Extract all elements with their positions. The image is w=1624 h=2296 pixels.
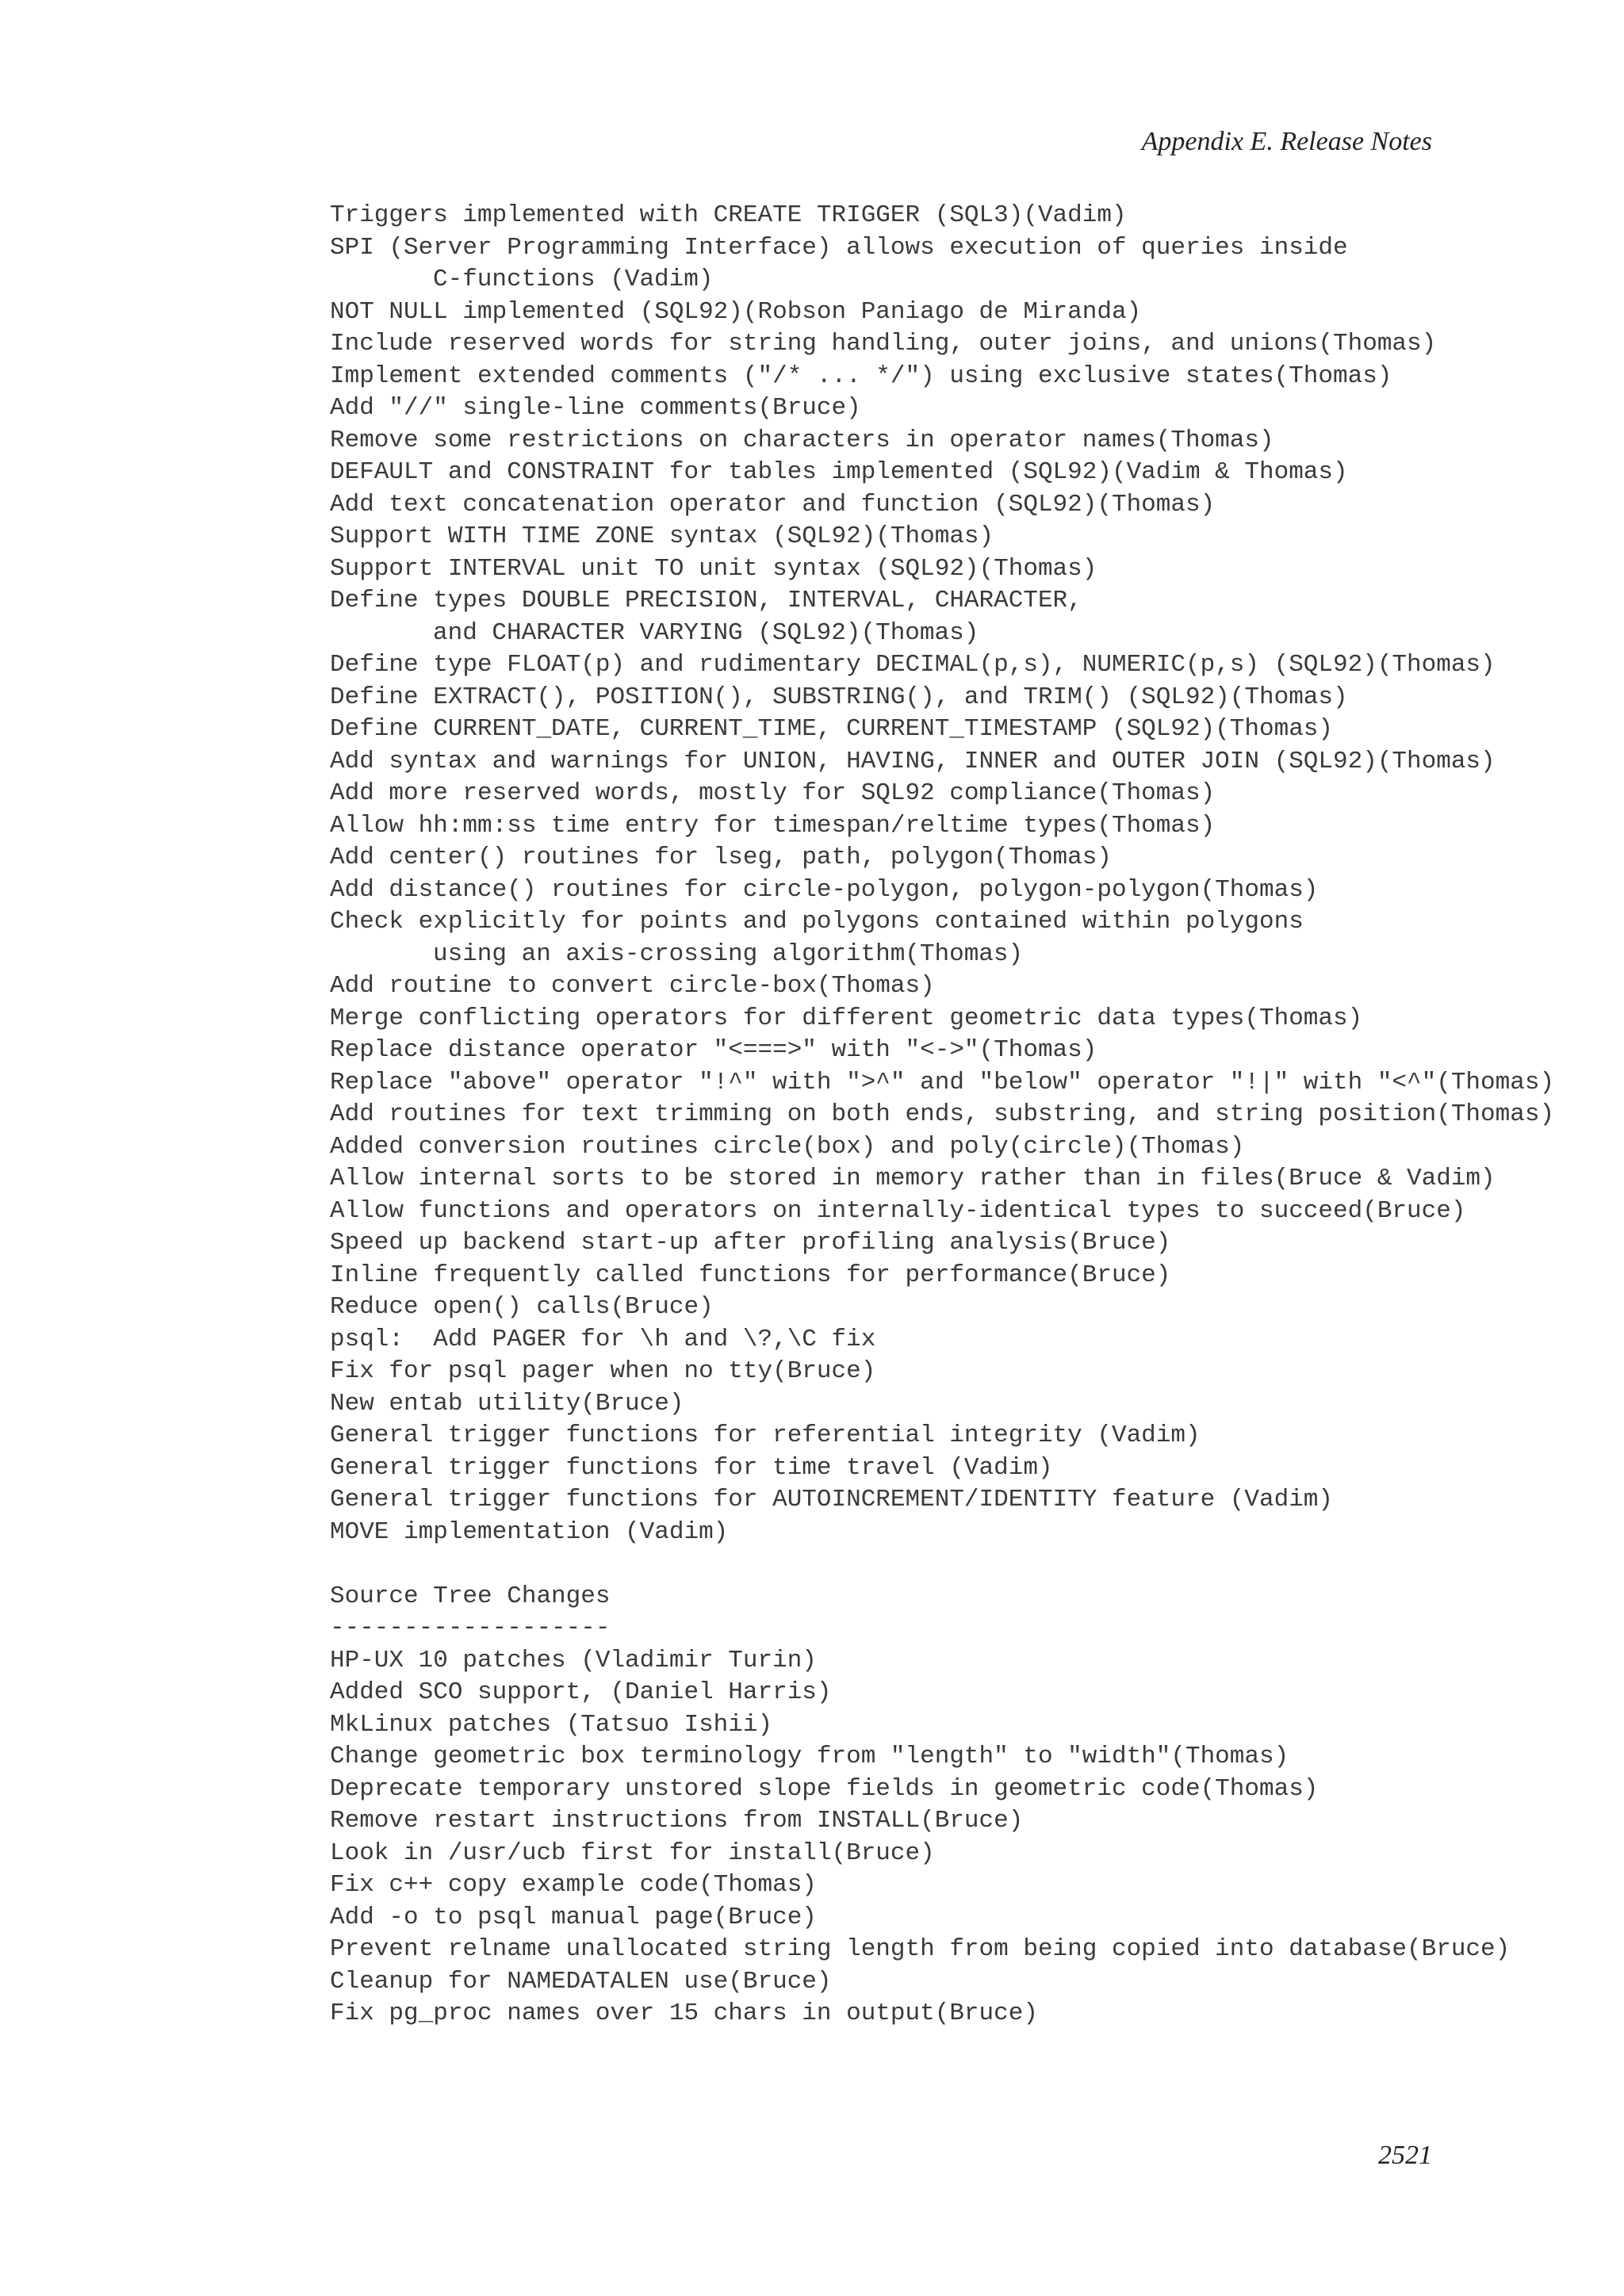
change-item: Support WITH TIME ZONE syntax (SQL92)(Thomas) — [330, 522, 994, 550]
change-item: NOT NULL implemented (SQL92)(Robson Paniago de Miranda) — [330, 297, 1142, 326]
source-tree-item: HP-UX 10 patches (Vladimir Turin) — [330, 1646, 817, 1674]
source-tree-item: Fix pg_proc names over 15 chars in output(Bruce) — [330, 1999, 1038, 2027]
change-item: Allow hh:mm:ss time entry for timespan/reltime types(Thomas) — [330, 811, 1216, 840]
change-item: Added conversion routines circle(box) and poly(circle)(Thomas) — [330, 1132, 1245, 1161]
change-item: Replace "above" operator "!^" with ">^" and "below" operator "!|" with "<^"(Thomas) — [330, 1068, 1555, 1096]
change-item: Triggers implemented with CREATE TRIGGER (SQL3)(Vadim) — [330, 201, 1127, 229]
change-item: Replace distance operator "<===>" with "<->"(Thomas) — [330, 1036, 1097, 1064]
change-item: General trigger functions for referential integrity (Vadim) — [330, 1422, 1201, 1449]
release-notes-body — [330, 200, 1599, 2030]
section-spacer — [330, 1548, 1599, 1581]
change-item: Add syntax and warnings for UNION, HAVING, INNER and OUTER JOIN (SQL92)(Thomas) — [330, 747, 1496, 775]
source-tree-item: Added SCO support, (Daniel Harris) — [330, 1678, 832, 1706]
change-item: DEFAULT and CONSTRAINT for tables implemented (SQL92)(Vadim & Thomas) — [330, 458, 1348, 486]
section-heading: Source Tree Changes — [330, 1582, 611, 1610]
source-tree-item: Add -o to psql manual page(Bruce) — [330, 1903, 817, 1931]
change-item-continuation: and CHARACTER VARYING (SQL92)(Thomas) — [433, 618, 979, 647]
source-tree-item: Look in /usr/ucb first for install(Bruce) — [330, 1839, 935, 1867]
change-item: Allow functions and operators on internally-identical types to succeed(Bruce) — [330, 1196, 1466, 1225]
change-item: Define types DOUBLE PRECISION, INTERVAL, CHARACTER, — [330, 587, 1082, 614]
change-item: Speed up backend start-up after profiling analysis(Bruce) — [330, 1229, 1171, 1257]
change-item: Support INTERVAL unit TO unit syntax (SQL92)(Thomas) — [330, 554, 1097, 583]
change-item: Implement extended comments ("/* ... */") using exclusive states(Thomas) — [330, 362, 1392, 390]
running-header: Appendix E. Release Notes — [1141, 127, 1432, 156]
change-item: psql: Add PAGER for \h and \?,\C fix — [330, 1325, 876, 1353]
source-tree-section — [330, 1581, 1599, 2030]
change-item: General trigger functions for AUTOINCREMENT/IDENTITY feature (Vadim) — [330, 1486, 1334, 1513]
change-item: Check explicitly for points and polygons contained within polygons — [330, 908, 1304, 936]
change-item: Inline frequently called functions for performance(Bruce) — [330, 1261, 1171, 1289]
page-number: 2521 — [1378, 2141, 1432, 2170]
change-item: Add text concatenation operator and function (SQL92)(Thomas) — [330, 490, 1216, 519]
change-item: Add routines for text trimming on both ends, substring, and string position(Thomas) — [330, 1100, 1555, 1128]
change-item: Add "//" single-line comments(Bruce) — [330, 394, 861, 422]
changes-list — [330, 200, 1599, 1548]
source-tree-item: Deprecate temporary unstored slope fields in geometric code(Thomas) — [330, 1774, 1319, 1803]
change-item: MOVE implementation (Vadim) — [330, 1517, 729, 1546]
change-item: Add center() routines for lseg, path, polygon(Thomas) — [330, 844, 1112, 871]
section-heading-underline: ------------------- — [330, 1614, 611, 1642]
change-item: Define EXTRACT(), POSITION(), SUBSTRING(), and TRIM() (SQL92)(Thomas) — [330, 683, 1348, 711]
change-item: Include reserved words for string handling, outer joins, and unions(Thomas) — [330, 330, 1437, 358]
change-item-continuation: C-functions (Vadim) — [433, 266, 714, 293]
change-item: Allow internal sorts to be stored in memory rather than in files(Bruce & Vadim) — [330, 1165, 1496, 1192]
change-item: Fix for psql pager when no tty(Bruce) — [330, 1357, 876, 1385]
change-item: Add routine to convert circle-box(Thomas) — [330, 972, 935, 1000]
source-tree-item: Fix c++ copy example code(Thomas) — [330, 1871, 817, 1899]
source-tree-item: Change geometric box terminology from "length" to "width"(Thomas) — [330, 1743, 1289, 1770]
change-item: SPI (Server Programming Interface) allows execution of queries inside — [330, 233, 1348, 262]
source-tree-item: Remove restart instructions from INSTALL(Bruce) — [330, 1807, 1024, 1835]
source-tree-item: MkLinux patches (Tatsuo Ishii) — [330, 1710, 773, 1739]
change-item: Define CURRENT_DATE, CURRENT_TIME, CURRENT_TIMESTAMP (SQL92)(Thomas) — [330, 715, 1334, 743]
change-item-continuation: using an axis-crossing algorithm(Thomas) — [433, 939, 1024, 968]
change-item: New entab utility(Bruce) — [330, 1389, 684, 1418]
change-item: Define type FLOAT(p) and rudimentary DECIMAL(p,s), NUMERIC(p,s) (SQL92)(Thomas) — [330, 651, 1496, 679]
change-item: Merge conflicting operators for different geometric data types(Thomas) — [330, 1004, 1363, 1032]
source-tree-item: Cleanup for NAMEDATALEN use(Bruce) — [330, 1967, 832, 1996]
change-item: Reduce open() calls(Bruce) — [330, 1293, 714, 1321]
change-item: Remove some restrictions on characters in operator names(Thomas) — [330, 426, 1274, 454]
source-tree-item: Prevent relname unallocated string length from being copied into database(Bruce) — [330, 1935, 1511, 1963]
change-item: General trigger functions for time travel (Vadim) — [330, 1453, 1053, 1482]
change-item: Add distance() routines for circle-polygon, polygon-polygon(Thomas) — [330, 875, 1319, 904]
change-item: Add more reserved words, mostly for SQL92 compliance(Thomas) — [330, 779, 1216, 807]
